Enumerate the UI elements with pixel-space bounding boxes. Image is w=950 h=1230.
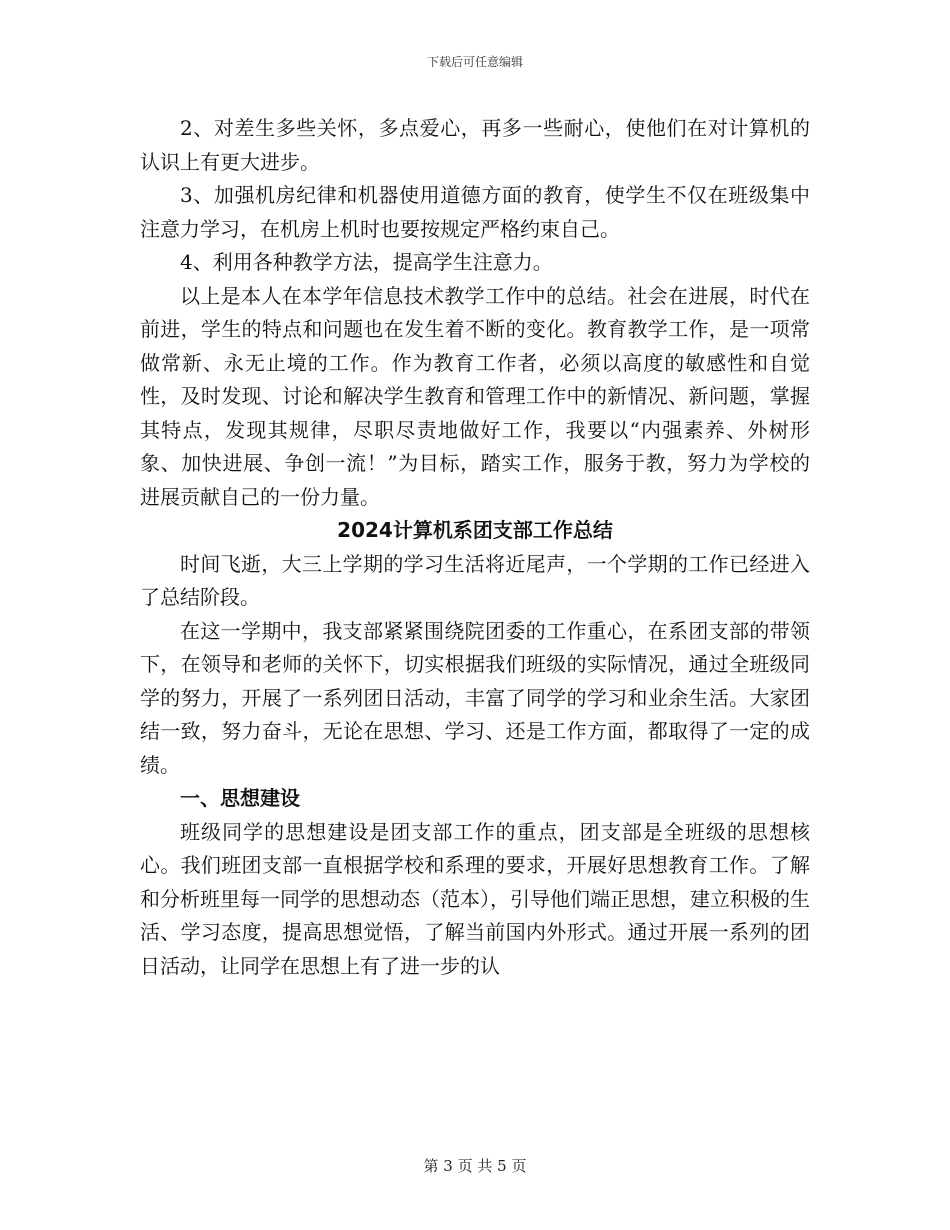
page-header: 下载后可任意编辑: [426, 55, 523, 69]
paragraph-intro: 时间飞逝，大三上学期的学习生活将近尾声，一个学期的工作已经进入了总结阶段。: [140, 551, 810, 609]
paragraph-summary: 以上是本人在本学年信息技术教学工作中的总结。社会在进展，时代在前进，学生的特点和问题也在发生着不断的变化。教育教学工作，是一项常做常新、永无止境的工作。作为教育工作者，必须以高度的敏感性和自觉性，及时发现、讨论和解决学生教育和管理工作中的新情况、新问题，掌握其特点，发现其规律，尽职尽责地做好工作，我要以“内强素养、外树形象、加快进展、争创一流！”为目标，踏实工作，服务于教，努力为学校的进展贡献自己的一份力量。: [140, 283, 810, 509]
section-heading-ideology: 一、思想建设: [180, 786, 300, 810]
paragraph-item-3: 3、加强机房纪律和机器使用道德方面的教育，使学生不仅在班级集中注意力学习，在机房上机时也要按规定严格约束自己。: [140, 183, 810, 241]
paragraph-item-2: 2、对差生多些关怀，多点爱心，再多一些耐心，使他们在对计算机的认识上有更大进步。: [140, 116, 810, 174]
paragraph-item-4: 4、利用各种教学方法，提高学生注意力。: [180, 250, 553, 274]
document-body: [140, 112, 810, 983]
document-title: 2024计算机系团支部工作总结: [337, 518, 613, 542]
page-number-footer: 第 3 页 共 5 页: [423, 1157, 527, 1175]
paragraph-ideology: 班级同学的思想建设是团支部工作的重点，团支部是全班级的思想核心。我们班团支部一直根据学校和系理的要求，开展好思想教育工作。了解和分析班里每一同学的思想动态（范本），引导他们端正思想，建立积极的生活、学习态度，提高思想觉悟，了解当前国内外形式。通过开展一系列的团日活动，让同学在思想上有了进一步的认: [140, 819, 810, 978]
paragraph-overview: 在这一学期中，我支部紧紧围绕院团委的工作重心，在系团支部的带领下，在领导和老师的关怀下，切实根据我们班级的实际情况，通过全班级同学的努力，开展了一系列团日活动，丰富了同学的学习和业余生活。大家团结一致，努力奋斗，无论在思想、学习、还是工作方面，都取得了一定的成绩。: [140, 618, 810, 777]
